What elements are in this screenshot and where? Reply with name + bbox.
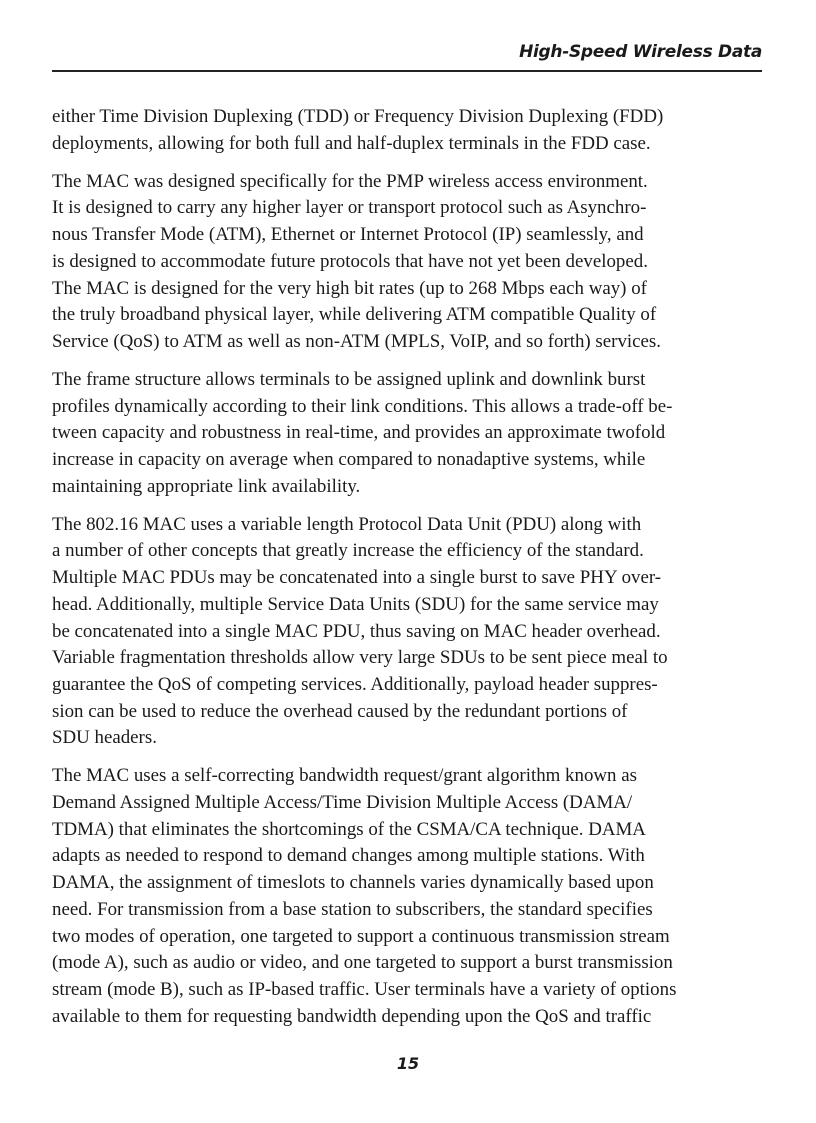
text-line: Demand Assigned Multiple Access/Time Division Multiple Access (DAMA/ <box>52 792 633 814</box>
text-line: increase in capacity on average when compared to nonadaptive systems, while <box>52 449 646 471</box>
text-line: Variable fragmentation thresholds allow very large SDUs to be sent piece meal to <box>52 647 668 669</box>
text-line: be concatenated into a single MAC PDU, thus saving on MAC header overhead. <box>52 620 661 642</box>
text-line: Service (QoS) to ATM as well as non-ATM (MPLS, VoIP, and so forth) services. <box>52 330 661 352</box>
paragraph <box>52 512 772 752</box>
text-line: The frame structure allows terminals to be assigned uplink and downlink burst <box>52 368 646 390</box>
text-line: available to them for requesting bandwidth depending upon the QoS and traffic <box>52 1005 652 1027</box>
text-line: need. For transmission from a base station to subscribers, the standard specifies <box>52 898 653 920</box>
running-header <box>52 40 762 72</box>
text-line: DAMA, the assignment of timeslots to channels varies dynamically based upon <box>52 872 654 894</box>
paragraph <box>52 169 772 356</box>
text-line: sion can be used to reduce the overhead caused by the redundant portions of <box>52 700 628 722</box>
text-line: deployments, allowing for both full and half-duplex terminals in the FDD case. <box>52 132 651 154</box>
text-line: The MAC uses a self-correcting bandwidth request/grant algorithm known as <box>52 765 637 787</box>
paragraph <box>52 763 772 1030</box>
text-line: the truly broadband physical layer, while delivering ATM compatible Quality of <box>52 304 657 326</box>
text-line: either Time Division Duplexing (TDD) or Frequency Division Duplexing (FDD) <box>52 106 664 127</box>
text-line: guarantee the QoS of competing services. Additionally, payload header suppres- <box>52 673 658 695</box>
text-line: tween capacity and robustness in real-time, and provides an approximate twofold <box>52 422 666 444</box>
text-line: The MAC is designed for the very high bit rates (up to 268 Mbps each way) of <box>52 277 647 299</box>
paragraph <box>52 367 772 501</box>
page-number: 15 <box>396 1054 420 1073</box>
paragraph <box>52 104 772 157</box>
text-line: maintaining appropriate link availability. <box>52 475 361 497</box>
text-line: The 802.16 MAC uses a variable length Protocol Data Unit (PDU) along with <box>52 513 642 535</box>
text-line: head. Additionally, multiple Service Data Units (SDU) for the same service may <box>52 593 659 615</box>
text-line: adapts as needed to respond to demand changes among multiple stations. With <box>52 845 645 867</box>
text-line: (mode A), such as audio or video, and one targeted to support a burst transmission <box>52 952 673 974</box>
text-line: a number of other concepts that greatly increase the efficiency of the standard. <box>52 540 644 562</box>
text-line: two modes of operation, one targeted to support a continuous transmission stream <box>52 925 670 947</box>
text-line: It is designed to carry any higher layer or transport protocol such as Asynchro- <box>52 197 647 219</box>
text-line: Multiple MAC PDUs may be concatenated into a single burst to save PHY over- <box>52 567 662 589</box>
text-line: is designed to accommodate future protocols that have not yet been developed. <box>52 250 648 272</box>
text-line: SDU headers. <box>52 727 157 749</box>
text-line: stream (mode B), such as IP-based traffic. User terminals have a variety of options <box>52 978 677 1000</box>
text-line: The MAC was designed specifically for the PMP wireless access environment. <box>52 170 648 192</box>
text-line: profiles dynamically according to their link conditions. This allows a trade-off be- <box>52 395 673 417</box>
body-text <box>52 104 772 1042</box>
running-header-title: High-Speed Wireless Data <box>519 42 762 62</box>
text-line: nous Transfer Mode (ATM), Ethernet or Internet Protocol (IP) seamlessly, and <box>52 224 644 246</box>
text-line: TDMA) that eliminates the shortcomings of the CSMA/CA technique. DAMA <box>52 818 646 840</box>
